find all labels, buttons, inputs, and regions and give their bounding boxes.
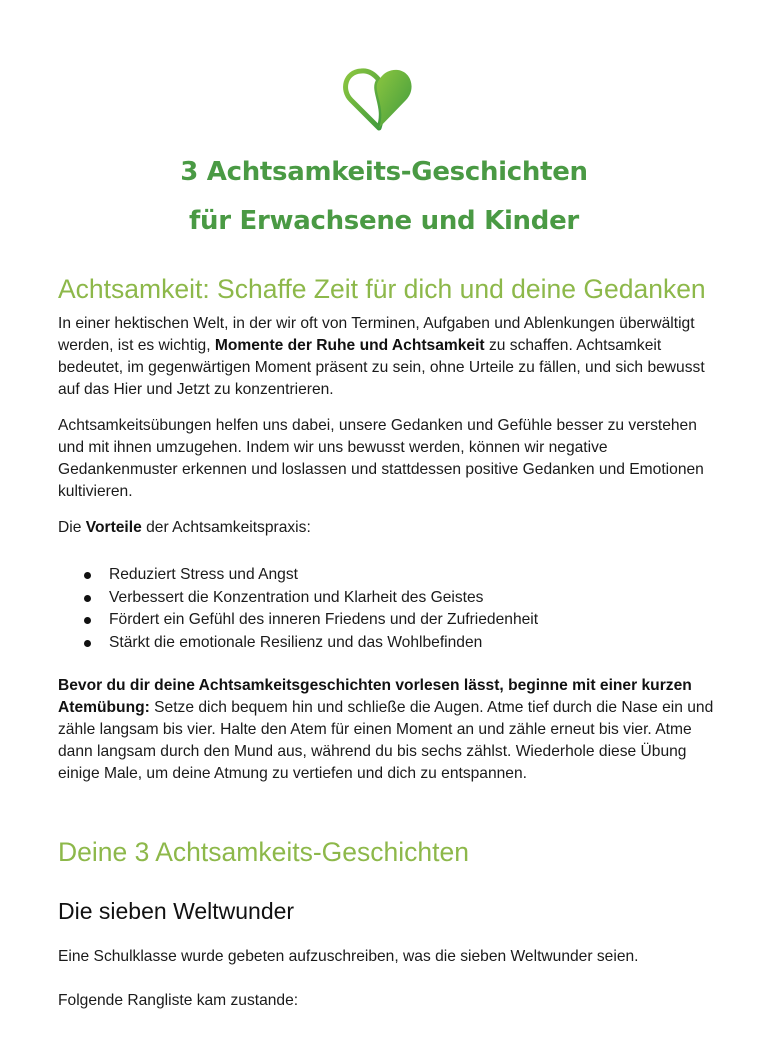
list-item: Fördert ein Gefühl des inneren Friedens und der Zufriedenheit	[58, 609, 538, 632]
benefits-list	[58, 564, 538, 654]
bullet-icon	[84, 595, 91, 602]
bullet-icon	[84, 640, 91, 647]
emphasis-text: Momente der Ruhe und Achtsamkeit	[214, 337, 485, 354]
section-heading-stories: Deine 3 Achtsamkeits-Geschichten	[58, 837, 469, 867]
story-paragraph: Folgende Rangliste kam zustande:	[58, 992, 299, 1009]
intro-paragraph: In einer hektischen Welt, in der wir oft von Terminen, Aufgaben und Ablenkungen überwältigt werden, ist es wichtig, Momente der Ruhe und Achtsamkeit zu schaffen. Achtsamkeit bedeutet, im gegenwärtigen Moment präsent zu sein, ohne Urteile zu fällen, und sich bewusst auf das Hier und Jetzt zu konzentrieren.	[58, 315, 705, 398]
benefits-intro: Die Vorteile der Achtsamkeitspraxis:	[58, 519, 311, 536]
document-title-line2: für Erwachsene und Kinder	[189, 206, 579, 236]
heart-leaf-icon	[343, 66, 415, 132]
section-heading-achtsamkeit: Achtsamkeit: Schaffe Zeit für dich und deine Gedanken	[58, 274, 706, 304]
list-item: Verbessert die Konzentration und Klarheit des Geistes	[58, 587, 538, 610]
breathing-exercise-paragraph: Bevor du dir deine Achtsamkeitsgeschichten vorlesen lässt, beginne mit einer kurzen Atemübung: Setze dich bequem hin und schließe die Augen. Atme tief durch die Nase ein und zähle langsam bis vier. Halte den Atem für einen Moment an und zähle erneut bis vier. Atme dann langsam durch den Mund aus, während du bis sechs zählst. Wiederhole diese Übung einige Male, um deine Atmung zu vertiefen und dich zu entspannen.	[58, 677, 714, 782]
story-paragraph: Eine Schulklasse wurde gebeten aufzuschreiben, was die sieben Weltwunder seien.	[58, 948, 639, 965]
bullet-icon	[84, 572, 91, 579]
story-title: Die sieben Weltwunder	[58, 898, 295, 924]
list-item: Stärkt die emotionale Resilienz und das Wohlbefinden	[58, 632, 538, 655]
bullet-icon	[84, 617, 91, 624]
list-item: Reduziert Stress und Angst	[58, 564, 538, 587]
document-title-line1: 3 Achtsamkeits-Geschichten	[180, 157, 588, 187]
exercises-paragraph: Achtsamkeitsübungen helfen uns dabei, unsere Gedanken und Gefühle besser zu verstehen und mit ihnen umzugehen. Indem wir uns bewusst werden, können wir negative Gedankenmuster erkennen und loslassen und stattdessen positive Gedanken und Emotionen kultivieren.	[58, 417, 704, 500]
